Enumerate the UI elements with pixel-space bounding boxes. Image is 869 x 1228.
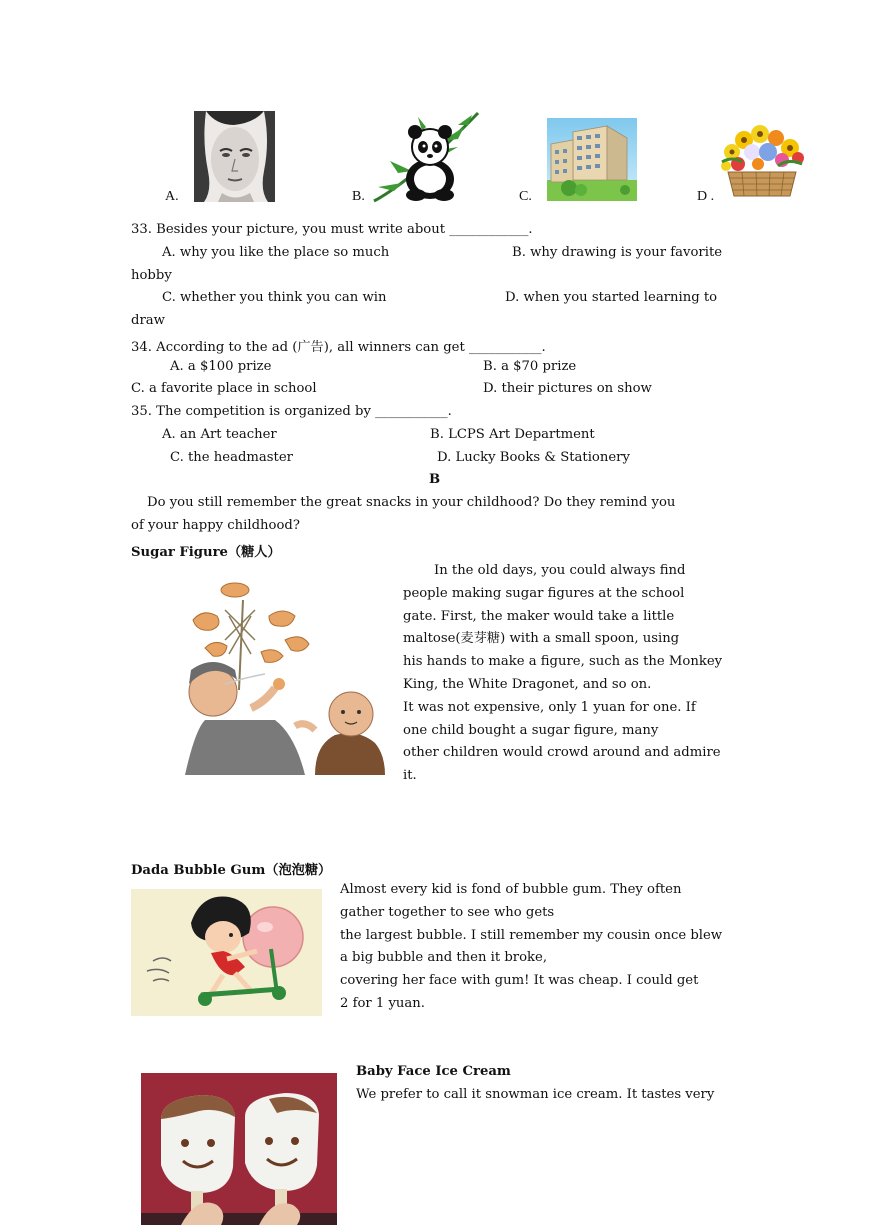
sugar-figure-line-6: King, the White Dragonet, and so on. bbox=[403, 676, 652, 692]
sugar-figure-line-4: maltose(麦芽糖) with a small spoon, using bbox=[403, 631, 680, 647]
school-building-image bbox=[547, 118, 637, 201]
q34-stem: 34. According to the ad (广告), all winners can get ___________. bbox=[131, 340, 546, 355]
section-b-intro-line-2: of your happy childhood? bbox=[131, 518, 300, 533]
sugar-figure-line-1: In the old days, you could always find bbox=[434, 563, 686, 578]
section-b-heading: B bbox=[429, 472, 441, 487]
option-label-d: D . bbox=[697, 189, 715, 204]
q35-option-b: B. LCPS Art Department bbox=[430, 427, 595, 442]
option-label-a: A. bbox=[165, 189, 179, 204]
q34-option-c: C. a favorite place in school bbox=[131, 381, 317, 396]
bubble-gum-line-6: 2 for 1 yuan. bbox=[340, 995, 425, 1011]
q33-stem: 33. Besides your picture, you must write about ____________. bbox=[131, 222, 533, 237]
bubble-gum-line-1: Almost every kid is fond of bubble gum. They often bbox=[340, 882, 682, 897]
option-label-b: B. bbox=[352, 189, 365, 204]
ice-cream-photo bbox=[141, 1073, 337, 1225]
bubble-gum-illustration bbox=[131, 889, 322, 1016]
q34-option-d: D. their pictures on show bbox=[483, 381, 652, 396]
portrait-sketch-image bbox=[194, 111, 275, 202]
sugar-figure-title: Sugar Figure（糖人） bbox=[131, 545, 281, 560]
ice-cream-line-1: We prefer to call it snowman ice cream. It tastes very bbox=[356, 1087, 715, 1102]
flower-basket-image bbox=[718, 122, 806, 202]
bubble-gum-line-2: gather together to see who gets bbox=[340, 904, 555, 920]
q33-option-c: C. whether you think you can win bbox=[162, 290, 387, 305]
bubble-gum-title: Dada Bubble Gum（泡泡糖） bbox=[131, 863, 332, 878]
sugar-figure-line-9: other children would crowd around and admire bbox=[403, 745, 721, 761]
q35-option-a: A. an Art teacher bbox=[162, 427, 277, 442]
sugar-figure-line-2: people making sugar figures at the school bbox=[403, 585, 685, 601]
q33-option-d-cont: draw bbox=[131, 313, 165, 328]
q33-option-b-cont: hobby bbox=[131, 268, 172, 283]
q33-option-b: B. why drawing is your favorite bbox=[512, 245, 723, 260]
q35-stem: 35. The competition is organized by ___________. bbox=[131, 404, 452, 419]
section-b-intro-line-1: Do you still remember the great snacks in your childhood? Do they remind you bbox=[147, 495, 676, 510]
panda-bamboo-image bbox=[372, 111, 480, 203]
ice-cream-title: Baby Face Ice Cream bbox=[356, 1064, 511, 1079]
bubble-gum-paragraph bbox=[340, 879, 737, 1016]
option-label-c: C. bbox=[519, 189, 532, 204]
q35-option-c: C. the headmaster bbox=[170, 450, 293, 465]
bubble-gum-line-5: covering her face with gum! It was cheap. I could get bbox=[340, 973, 699, 989]
q34-option-b: B. a $70 prize bbox=[483, 359, 577, 374]
q34-option-a: A. a $100 prize bbox=[170, 359, 272, 374]
sugar-figure-line-7: It was not expensive, only 1 yuan for one. If bbox=[403, 699, 696, 715]
sugar-figure-line-5: his hands to make a figure, such as the Monkey bbox=[403, 654, 723, 670]
q35-option-d: D. Lucky Books & Stationery bbox=[437, 450, 630, 465]
q33-option-a: A. why you like the place so much bbox=[162, 245, 390, 260]
bubble-gum-line-4: a big bubble and then it broke, bbox=[340, 950, 548, 966]
sugar-figure-line-3: gate. First, the maker would take a little bbox=[403, 608, 675, 624]
bubble-gum-line-3: the largest bubble. I still remember my cousin once blew bbox=[340, 927, 723, 943]
sugar-figure-illustration bbox=[165, 580, 390, 775]
sugar-figure-paragraph bbox=[403, 560, 737, 788]
q33-option-d: D. when you started learning to bbox=[505, 290, 718, 305]
sugar-figure-line-10: it. bbox=[403, 768, 417, 784]
sugar-figure-line-8: one child bought a sugar figure, many bbox=[403, 722, 659, 738]
